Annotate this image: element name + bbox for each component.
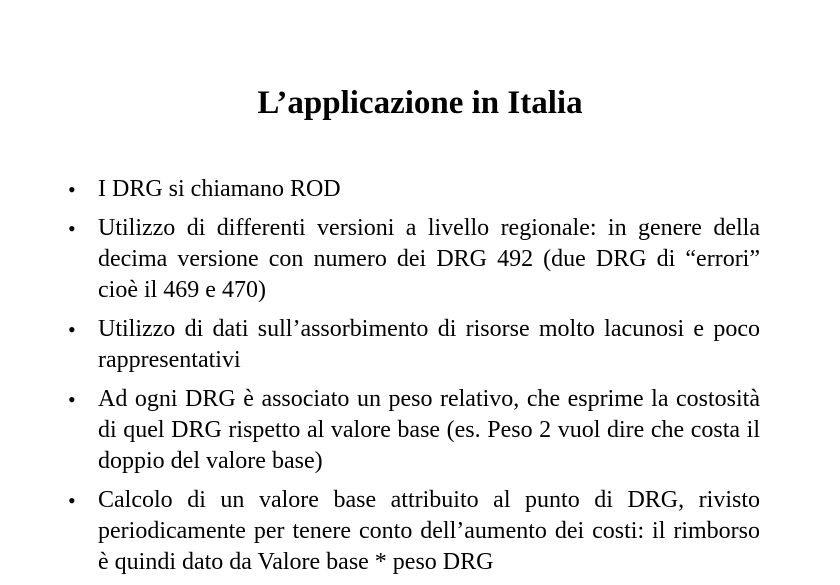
bullet-item: [68, 485, 760, 578]
bullet-text: Utilizzo di differenti versioni a livello regionale: in genere della decima versione con numero dei DRG 492 (due DRG di “errori” cioè il 469 e 470): [98, 215, 760, 303]
bullet-text: Utilizzo di dati sull’assorbimento di risorse molto lacunosi e poco rappresentativi: [98, 316, 760, 373]
bullet-icon: •: [68, 216, 76, 241]
slide-title: L’applicazione in Italia: [257, 85, 583, 121]
bullet-icon: •: [68, 387, 76, 412]
bullet-icon: •: [68, 488, 76, 513]
bullet-item: [68, 314, 760, 376]
bullet-text: Calcolo di un valore base attribuito al punto di DRG, rivisto periodicamente per tenere conto dell’aumento dei costi: il rimborso è quindi dato da Valore base * peso DRG: [98, 487, 760, 575]
bullet-list: [68, 174, 760, 585]
bullet-icon: •: [68, 177, 76, 202]
bullet-item: [68, 213, 760, 306]
bullet-item: [68, 174, 760, 205]
bullet-icon: •: [68, 317, 76, 342]
bullet-text: Ad ogni DRG è associato un peso relativo, che esprime la costosità di quel DRG rispetto al valore base (es. Peso 2 vuol dire che costa il doppio del valore base): [98, 386, 760, 474]
bullet-item: [68, 384, 760, 477]
bullet-text: I DRG si chiamano ROD: [98, 176, 341, 202]
